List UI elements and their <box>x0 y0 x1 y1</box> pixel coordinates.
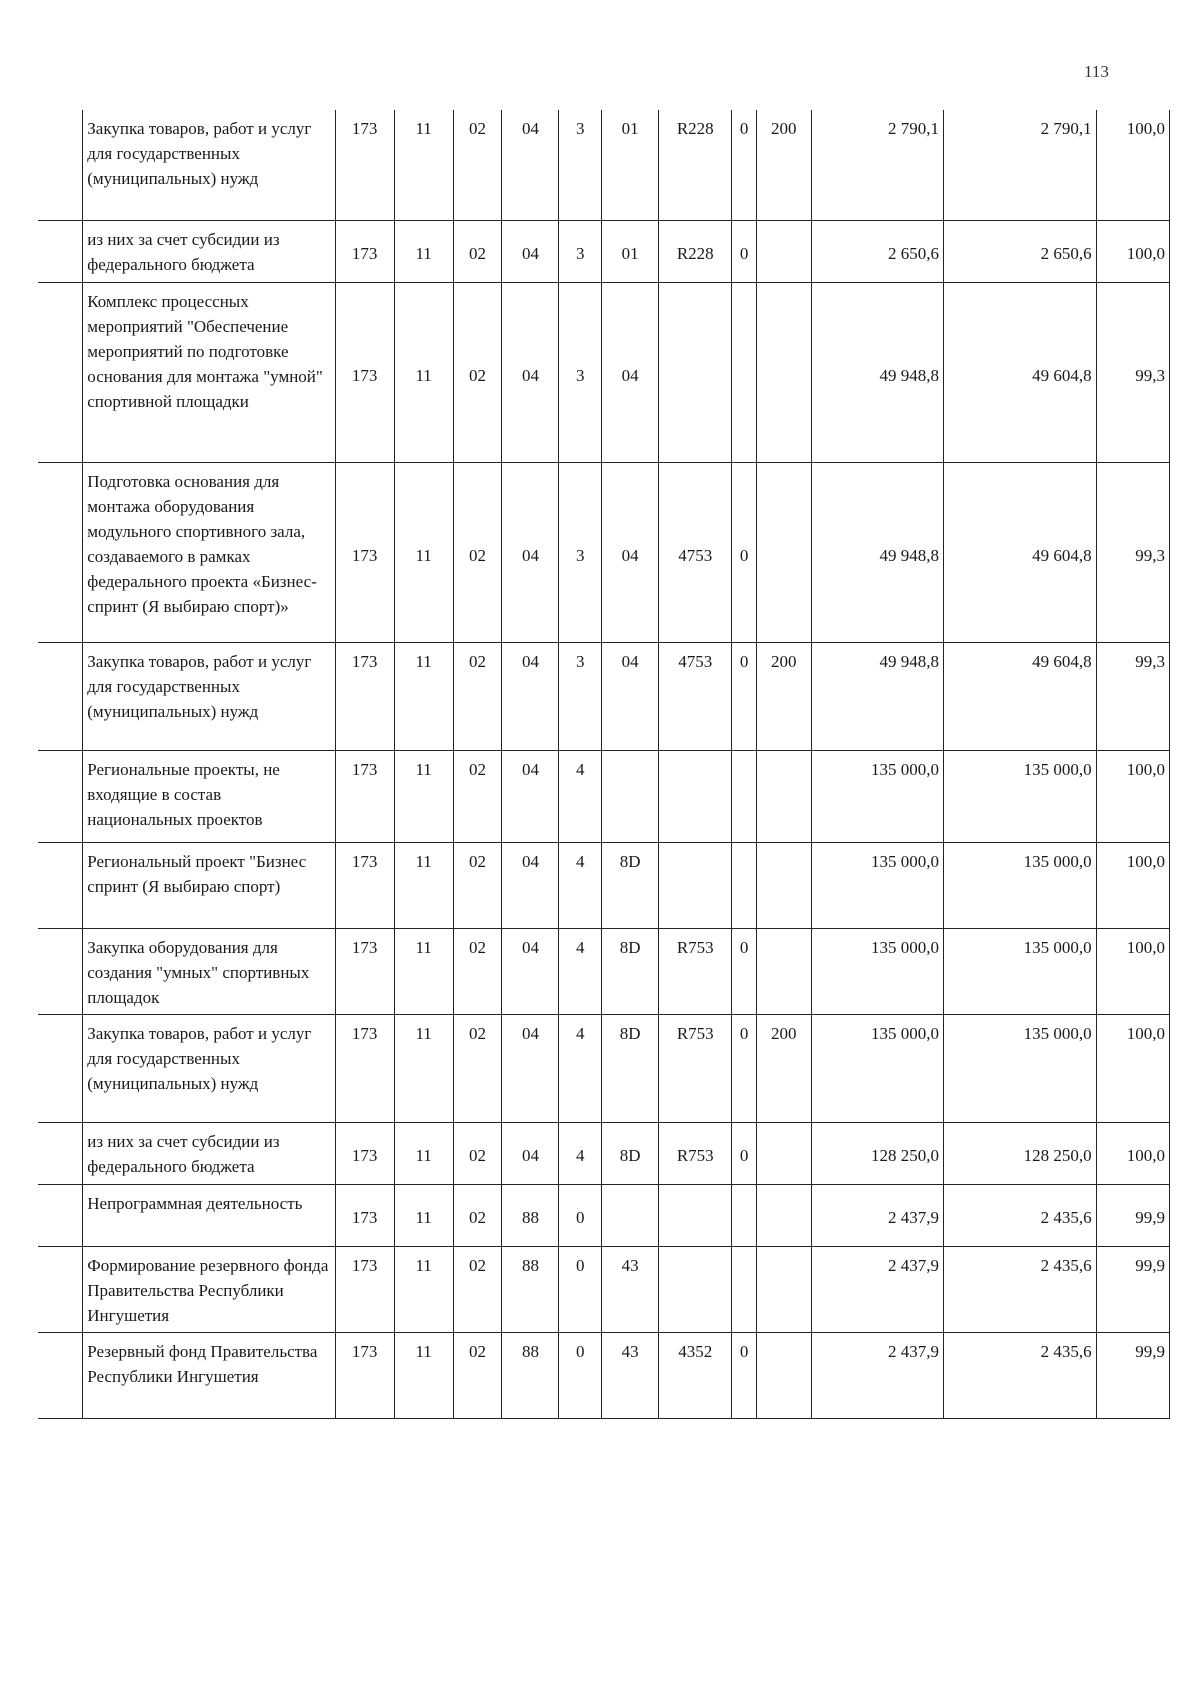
cell-item-name: Региональный проект "Бизнес спринт (Я выбираю спорт) <box>83 842 335 928</box>
cell-planned-amount: 49 948,8 <box>811 462 943 642</box>
cell-target-article-5 <box>732 1246 756 1332</box>
cell-expense-type <box>756 1332 811 1418</box>
cell-target-article-1: 04 <box>502 110 559 220</box>
cell-expense-type <box>756 220 811 282</box>
cell-item-name: Региональные проекты, не входящие в состав национальных проектов <box>83 750 335 842</box>
cell-executed-amount: 2 435,6 <box>944 1246 1097 1332</box>
cell-execution-percent: 99,3 <box>1096 642 1169 750</box>
cell-target-article-5 <box>732 1184 756 1246</box>
cell-target-article-2: 4 <box>559 928 602 1014</box>
budget-table <box>38 110 1170 1419</box>
cell-podrazdel: 02 <box>453 1122 502 1184</box>
cell-target-article-4: R753 <box>659 1014 732 1122</box>
cell-podrazdel: 02 <box>453 110 502 220</box>
cell-planned-amount: 135 000,0 <box>811 842 943 928</box>
cell-planned-amount: 135 000,0 <box>811 750 943 842</box>
cell-razdel: 11 <box>394 462 453 642</box>
cell-expense-type <box>756 1184 811 1246</box>
cell-executed-amount: 2 435,6 <box>944 1184 1097 1246</box>
cell-grbs: 173 <box>335 1014 394 1122</box>
cell-executed-amount: 128 250,0 <box>944 1122 1097 1184</box>
cell-grbs: 173 <box>335 642 394 750</box>
cell-executed-amount: 49 604,8 <box>944 642 1097 750</box>
cell-blank <box>38 1332 83 1418</box>
cell-target-article-3: 43 <box>602 1332 659 1418</box>
cell-razdel: 11 <box>394 220 453 282</box>
cell-grbs: 173 <box>335 220 394 282</box>
table-row <box>38 1184 1170 1246</box>
cell-target-article-4 <box>659 282 732 462</box>
cell-executed-amount: 2 790,1 <box>944 110 1097 220</box>
cell-blank <box>38 1184 83 1246</box>
cell-execution-percent: 100,0 <box>1096 110 1169 220</box>
cell-blank <box>38 1246 83 1332</box>
table-row <box>38 842 1170 928</box>
cell-target-article-5: 0 <box>732 462 756 642</box>
cell-target-article-4: R753 <box>659 1122 732 1184</box>
cell-expense-type: 200 <box>756 110 811 220</box>
cell-target-article-4: 4352 <box>659 1332 732 1418</box>
table-row <box>38 928 1170 1014</box>
cell-planned-amount: 2 437,9 <box>811 1246 943 1332</box>
cell-grbs: 173 <box>335 282 394 462</box>
cell-target-article-4: R753 <box>659 928 732 1014</box>
cell-grbs: 173 <box>335 110 394 220</box>
cell-razdel: 11 <box>394 750 453 842</box>
table-row <box>38 1014 1170 1122</box>
cell-target-article-1: 04 <box>502 842 559 928</box>
cell-blank <box>38 928 83 1014</box>
cell-expense-type <box>756 842 811 928</box>
cell-executed-amount: 2 435,6 <box>944 1332 1097 1418</box>
cell-execution-percent: 100,0 <box>1096 220 1169 282</box>
cell-target-article-2: 0 <box>559 1332 602 1418</box>
cell-target-article-5: 0 <box>732 1332 756 1418</box>
cell-item-name: Подготовка основания для монтажа оборудования модульного спортивного зала, создаваемого в рамках федерального проекта «Бизнес-спринт (Я выбираю спорт)» <box>83 462 335 642</box>
cell-target-article-1: 04 <box>502 642 559 750</box>
cell-podrazdel: 02 <box>453 750 502 842</box>
cell-blank <box>38 110 83 220</box>
cell-execution-percent: 100,0 <box>1096 1122 1169 1184</box>
cell-expense-type <box>756 928 811 1014</box>
cell-target-article-2: 0 <box>559 1184 602 1246</box>
cell-target-article-1: 88 <box>502 1246 559 1332</box>
page-number: 113 <box>1084 62 1109 81</box>
cell-target-article-4 <box>659 1246 732 1332</box>
cell-execution-percent: 100,0 <box>1096 928 1169 1014</box>
cell-target-article-4 <box>659 750 732 842</box>
cell-podrazdel: 02 <box>453 842 502 928</box>
cell-blank <box>38 1122 83 1184</box>
cell-executed-amount: 49 604,8 <box>944 282 1097 462</box>
cell-blank <box>38 842 83 928</box>
cell-executed-amount: 49 604,8 <box>944 462 1097 642</box>
table-row <box>38 220 1170 282</box>
cell-target-article-1: 04 <box>502 462 559 642</box>
cell-item-name: Непрограммная деятельность <box>83 1184 335 1246</box>
cell-target-article-5: 0 <box>732 642 756 750</box>
cell-grbs: 173 <box>335 462 394 642</box>
table-row <box>38 642 1170 750</box>
cell-executed-amount: 135 000,0 <box>944 750 1097 842</box>
cell-item-name: из них за счет субсидии из федерального бюджета <box>83 1122 335 1184</box>
cell-target-article-1: 04 <box>502 750 559 842</box>
cell-grbs: 173 <box>335 928 394 1014</box>
cell-execution-percent: 99,9 <box>1096 1246 1169 1332</box>
cell-planned-amount: 135 000,0 <box>811 928 943 1014</box>
cell-target-article-5: 0 <box>732 1014 756 1122</box>
cell-execution-percent: 100,0 <box>1096 1014 1169 1122</box>
cell-razdel: 11 <box>394 110 453 220</box>
cell-expense-type <box>756 1122 811 1184</box>
cell-target-article-2: 4 <box>559 1014 602 1122</box>
cell-podrazdel: 02 <box>453 1014 502 1122</box>
cell-execution-percent: 100,0 <box>1096 842 1169 928</box>
cell-grbs: 173 <box>335 1184 394 1246</box>
cell-expense-type: 200 <box>756 1014 811 1122</box>
table-body <box>38 110 1170 1418</box>
cell-planned-amount: 49 948,8 <box>811 282 943 462</box>
cell-target-article-2: 3 <box>559 282 602 462</box>
table-row <box>38 1332 1170 1418</box>
cell-target-article-1: 04 <box>502 928 559 1014</box>
cell-target-article-3: 04 <box>602 642 659 750</box>
cell-razdel: 11 <box>394 1184 453 1246</box>
cell-planned-amount: 2 650,6 <box>811 220 943 282</box>
table-row <box>38 1246 1170 1332</box>
cell-expense-type <box>756 750 811 842</box>
cell-razdel: 11 <box>394 928 453 1014</box>
cell-podrazdel: 02 <box>453 282 502 462</box>
cell-razdel: 11 <box>394 1014 453 1122</box>
cell-target-article-3: 04 <box>602 282 659 462</box>
cell-target-article-5 <box>732 842 756 928</box>
cell-podrazdel: 02 <box>453 928 502 1014</box>
cell-execution-percent: 99,3 <box>1096 282 1169 462</box>
cell-target-article-5: 0 <box>732 110 756 220</box>
cell-expense-type <box>756 1246 811 1332</box>
cell-item-name: Закупка товаров, работ и услуг для государственных (муниципальных) нужд <box>83 110 335 220</box>
cell-podrazdel: 02 <box>453 462 502 642</box>
cell-item-name: Резервный фонд Правительства Республики Ингушетия <box>83 1332 335 1418</box>
cell-expense-type <box>756 462 811 642</box>
cell-executed-amount: 2 650,6 <box>944 220 1097 282</box>
cell-blank <box>38 750 83 842</box>
cell-target-article-3 <box>602 750 659 842</box>
cell-target-article-1: 04 <box>502 1014 559 1122</box>
cell-target-article-5 <box>732 750 756 842</box>
cell-planned-amount: 128 250,0 <box>811 1122 943 1184</box>
cell-target-article-1: 88 <box>502 1184 559 1246</box>
cell-target-article-3 <box>602 1184 659 1246</box>
cell-target-article-5: 0 <box>732 928 756 1014</box>
cell-blank <box>38 642 83 750</box>
table-row <box>38 462 1170 642</box>
cell-blank <box>38 462 83 642</box>
cell-item-name: Закупка оборудования для создания "умных" спортивных площадок <box>83 928 335 1014</box>
cell-target-article-3: 04 <box>602 462 659 642</box>
cell-target-article-2: 4 <box>559 750 602 842</box>
cell-expense-type <box>756 282 811 462</box>
table-row <box>38 282 1170 462</box>
cell-razdel: 11 <box>394 282 453 462</box>
cell-target-article-3: 8D <box>602 1014 659 1122</box>
cell-target-article-2: 4 <box>559 842 602 928</box>
cell-podrazdel: 02 <box>453 1184 502 1246</box>
cell-target-article-1: 04 <box>502 282 559 462</box>
cell-target-article-3: 8D <box>602 842 659 928</box>
cell-razdel: 11 <box>394 842 453 928</box>
cell-grbs: 173 <box>335 750 394 842</box>
cell-grbs: 173 <box>335 1332 394 1418</box>
cell-item-name: из них за счет субсидии из федерального бюджета <box>83 220 335 282</box>
cell-target-article-2: 0 <box>559 1246 602 1332</box>
cell-grbs: 173 <box>335 842 394 928</box>
cell-target-article-4: R228 <box>659 110 732 220</box>
cell-planned-amount: 135 000,0 <box>811 1014 943 1122</box>
cell-planned-amount: 2 437,9 <box>811 1184 943 1246</box>
cell-razdel: 11 <box>394 1246 453 1332</box>
cell-execution-percent: 99,9 <box>1096 1184 1169 1246</box>
cell-item-name: Комплекс процессных мероприятий "Обеспечение мероприятий по подготовке основания для монтажа "умной" спортивной площадки <box>83 282 335 462</box>
cell-execution-percent: 100,0 <box>1096 750 1169 842</box>
cell-planned-amount: 2 790,1 <box>811 110 943 220</box>
cell-podrazdel: 02 <box>453 642 502 750</box>
cell-podrazdel: 02 <box>453 1332 502 1418</box>
cell-grbs: 173 <box>335 1246 394 1332</box>
cell-target-article-3: 01 <box>602 110 659 220</box>
cell-target-article-1: 88 <box>502 1332 559 1418</box>
cell-executed-amount: 135 000,0 <box>944 928 1097 1014</box>
cell-planned-amount: 2 437,9 <box>811 1332 943 1418</box>
cell-razdel: 11 <box>394 1332 453 1418</box>
cell-target-article-2: 4 <box>559 1122 602 1184</box>
cell-target-article-3: 01 <box>602 220 659 282</box>
cell-target-article-2: 3 <box>559 110 602 220</box>
cell-target-article-1: 04 <box>502 1122 559 1184</box>
table-row <box>38 110 1170 220</box>
cell-target-article-4 <box>659 1184 732 1246</box>
cell-target-article-4 <box>659 842 732 928</box>
cell-razdel: 11 <box>394 642 453 750</box>
cell-target-article-4: 4753 <box>659 642 732 750</box>
cell-target-article-3: 43 <box>602 1246 659 1332</box>
cell-item-name: Формирование резервного фонда Правительства Республики Ингушетия <box>83 1246 335 1332</box>
cell-item-name: Закупка товаров, работ и услуг для государственных (муниципальных) нужд <box>83 1014 335 1122</box>
cell-target-article-4: R228 <box>659 220 732 282</box>
cell-target-article-5 <box>732 282 756 462</box>
cell-razdel: 11 <box>394 1122 453 1184</box>
cell-target-article-2: 3 <box>559 462 602 642</box>
table-row <box>38 1122 1170 1184</box>
cell-podrazdel: 02 <box>453 220 502 282</box>
cell-target-article-1: 04 <box>502 220 559 282</box>
cell-executed-amount: 135 000,0 <box>944 842 1097 928</box>
cell-blank <box>38 1014 83 1122</box>
cell-blank <box>38 220 83 282</box>
cell-target-article-2: 3 <box>559 220 602 282</box>
cell-target-article-4: 4753 <box>659 462 732 642</box>
cell-target-article-3: 8D <box>602 928 659 1014</box>
cell-planned-amount: 49 948,8 <box>811 642 943 750</box>
cell-grbs: 173 <box>335 1122 394 1184</box>
cell-target-article-3: 8D <box>602 1122 659 1184</box>
cell-blank <box>38 282 83 462</box>
cell-expense-type: 200 <box>756 642 811 750</box>
cell-execution-percent: 99,9 <box>1096 1332 1169 1418</box>
cell-target-article-2: 3 <box>559 642 602 750</box>
cell-target-article-5: 0 <box>732 220 756 282</box>
table-row <box>38 750 1170 842</box>
cell-target-article-5: 0 <box>732 1122 756 1184</box>
cell-execution-percent: 99,3 <box>1096 462 1169 642</box>
cell-executed-amount: 135 000,0 <box>944 1014 1097 1122</box>
cell-item-name: Закупка товаров, работ и услуг для государственных (муниципальных) нужд <box>83 642 335 750</box>
cell-podrazdel: 02 <box>453 1246 502 1332</box>
